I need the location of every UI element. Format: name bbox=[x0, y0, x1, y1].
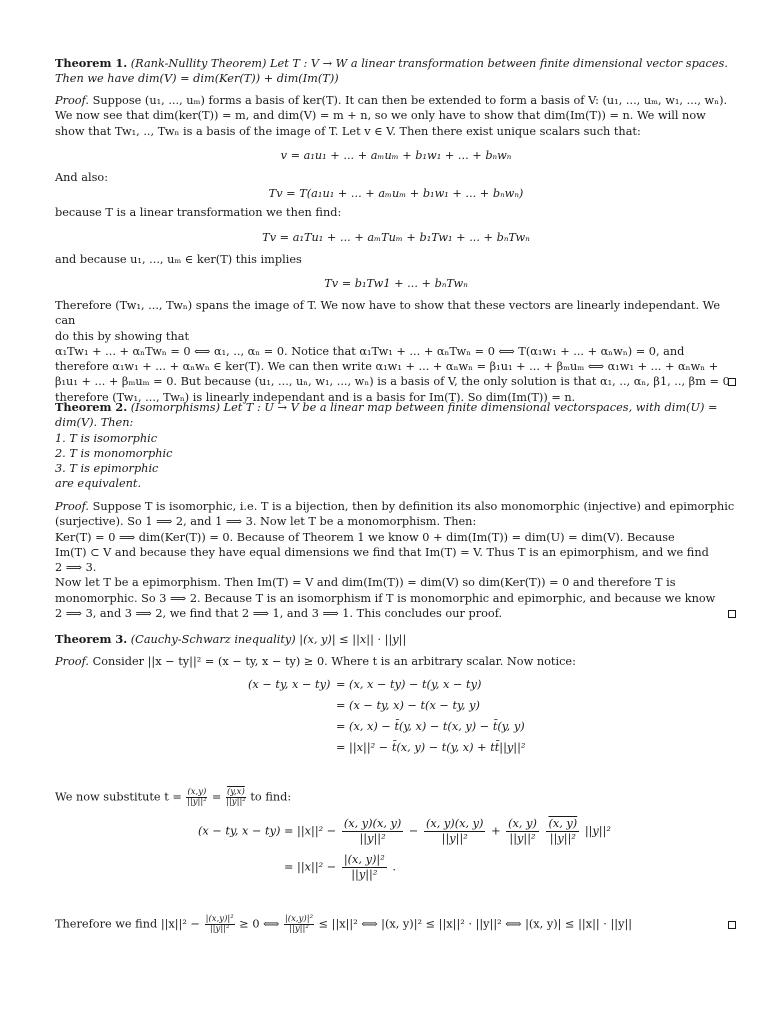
theorem-3-statement: (Cauchy-Schwarz inequality) |(x, y)| ≤ ||x|| · ||y|| bbox=[130, 633, 407, 646]
fraction bbox=[506, 817, 539, 846]
proof-1-para-1 bbox=[55, 93, 737, 139]
proof-1-para-2 bbox=[55, 298, 737, 405]
substitution-line bbox=[55, 788, 291, 807]
theorem-3 bbox=[55, 632, 737, 647]
equation-tv-3: Tv = b₁Tw1 + ... + bₙTwₙ bbox=[324, 277, 468, 290]
align-line: = (x, x) − t̄(y, x) − t(x, y) − t̄(y, y) bbox=[336, 720, 525, 733]
theorem-1-statement-2: Then we have dim(V) = dim(Ker(T)) + dim(Im(T)) bbox=[55, 72, 339, 86]
numerator: |(x,y)|² bbox=[205, 914, 234, 924]
text: = ||x||² − bbox=[284, 860, 337, 874]
proof-2-line: monomorphic. So 3 ⟹ 2. Because T is an isomorphism if T is monomorphic and epimorphic, and because we know bbox=[55, 591, 716, 605]
denominator: ||y||² bbox=[226, 797, 246, 807]
fraction bbox=[284, 915, 314, 934]
numerator: (x, y) bbox=[508, 817, 537, 830]
text: ||y||² bbox=[584, 824, 611, 838]
numerator: (y,x) bbox=[226, 787, 245, 797]
theorem-2-closing: are equivalent. bbox=[55, 477, 142, 491]
final-line bbox=[55, 915, 632, 934]
text: + bbox=[491, 824, 501, 838]
proof-2-line: Ker(T) = 0 ⟹ dim(Ker(T)) = 0. Because of Theorem 1 we know 0 + dim(Im(T)) = dim(U) = dim(V). Because bbox=[55, 530, 675, 544]
proof-2-line: Im(T) ⊂ V and because they have equal dimensions we find that Im(T) = V. Thus T is an epimorphism, and we find bbox=[55, 545, 709, 559]
equation-tv-2: Tv = a₁Tu₁ + ... + aₘTuₘ + b₁Tw₁ + ... + bₙTwₙ bbox=[262, 231, 530, 244]
numerator: (x,y) bbox=[187, 787, 207, 797]
fraction bbox=[546, 817, 579, 846]
fraction bbox=[342, 817, 404, 846]
theorem-1 bbox=[55, 56, 737, 87]
theorem-1-label: Theorem 1. bbox=[55, 56, 128, 70]
denominator: ||y||² bbox=[209, 924, 230, 934]
numerator: (x, y) bbox=[548, 817, 578, 830]
qed-square-icon bbox=[728, 378, 736, 386]
big-equation-line-1 bbox=[198, 817, 611, 846]
align-line: = (x, x − ty) − t(y, x − ty) bbox=[336, 678, 482, 691]
theorem-2-item: 2. T is monomorphic bbox=[55, 446, 173, 460]
theorem-2-statement: (Isomorphisms) Let T : U → V be a linear map between finite dimensional vectorspaces, with dim(U) = bbox=[130, 401, 718, 414]
proof-1-line: therefore (Tw₁, ..., Twₙ) is linearly independant and is a basis for Im(T). So dim(Im(T)) = n. bbox=[55, 390, 576, 404]
qed-square-icon bbox=[728, 610, 736, 618]
text: . bbox=[392, 860, 396, 874]
text: − bbox=[408, 824, 419, 838]
align-line: = (x − ty, x) − t(x − ty, y) bbox=[336, 699, 480, 712]
text: (x − ty, x − ty) = ||x||² − bbox=[198, 824, 337, 838]
numerator: |(x, y)|² bbox=[343, 853, 385, 866]
text: to find: bbox=[250, 790, 292, 804]
numerator: (x, y)(x, y) bbox=[343, 817, 402, 830]
fraction bbox=[205, 915, 235, 934]
proof-1-line: β₁u₁ + ... + βₘuₘ = 0. But because (u₁, ..., uₙ, w₁, ..., wₙ) is a basis of V, the only solution is that α₁, .., αₙ, β1, .., βm = 0 bbox=[55, 375, 730, 389]
proof-1-line: therefore α₁w₁ + ... + αₙwₙ ∈ ker(T). We can then write α₁w₁ + ... + αₙwₙ = β₁u₁ + ... + βₘuₘ ⟺ α₁w₁ + ... + αₙwₙ + bbox=[55, 360, 719, 374]
proof-2 bbox=[55, 499, 737, 621]
fraction bbox=[226, 788, 246, 807]
proof-1-line: do this by showing that bbox=[55, 329, 189, 343]
numerator: |(x,y)|² bbox=[284, 914, 313, 924]
proof-3-intro bbox=[55, 654, 737, 669]
proof-1-line: We now see that dim(ker(T)) = m, and dim(V) = m + n, so we only have to show that dim(Im(T)) = n. We will now bbox=[55, 109, 706, 123]
theorem-2-statement-2: dim(V). Then: bbox=[55, 416, 134, 430]
denominator: ||y||² bbox=[549, 832, 576, 845]
denominator: ||y||² bbox=[509, 832, 536, 845]
denominator: ||y||² bbox=[359, 832, 386, 845]
denominator: ||y||² bbox=[289, 924, 309, 934]
text-because-linear: because T is a linear transformation we then find: bbox=[55, 206, 342, 219]
proof-2-line: (surjective). So 1 ⟹ 2, and 1 ⟹ 3. Now let T be a monomorphism. Then: bbox=[55, 515, 477, 529]
proof-3-line: Consider ||x − ty||² = (x − ty, x − ty) ≥ 0. Where t is an arbitrary scalar. Now notice: bbox=[92, 655, 576, 668]
text: = bbox=[211, 790, 222, 804]
theorem-2 bbox=[55, 400, 737, 492]
text: ≥ 0 ⟺ bbox=[239, 917, 280, 931]
denominator: ||y||² bbox=[351, 868, 378, 881]
theorem-2-item: 1. T is isomorphic bbox=[55, 431, 158, 445]
proof-2-line: Now let T be a epimorphism. Then Im(T) = V and dim(Im(T)) = dim(V) so dim(Ker(T)) = 0 and therefore T is bbox=[55, 576, 676, 590]
proof-1-line: Suppose (u₁, ..., uₘ) forms a basis of ker(T). It can then be extended to form a basis of V: (u₁, ..., uₘ, w₁, ..., wₙ). bbox=[92, 94, 728, 107]
denominator: ||y||² bbox=[441, 832, 468, 845]
numerator: (x, y)(x, y) bbox=[425, 817, 484, 830]
align-line: = ||x||² − t̄(x, y) − t(y, x) + tt̄||y||² bbox=[336, 741, 526, 754]
denominator: ||y||² bbox=[187, 797, 207, 807]
text: Therefore we find ||x||² − bbox=[55, 917, 201, 931]
theorem-1-statement: (Rank-Nullity Theorem) Let T : V → W a linear transformation between finite dimensional vector spaces. bbox=[130, 57, 728, 70]
proof-1-line: Therefore (Tw₁, ..., Twₙ) spans the image of T. We now have to show that these vectors are linearly independant. We can bbox=[55, 299, 720, 328]
text-and-also: And also: bbox=[55, 171, 109, 184]
fraction bbox=[342, 853, 387, 882]
proof-1-label: Proof. bbox=[55, 94, 89, 107]
theorem-2-item: 3. T is epimorphic bbox=[55, 462, 159, 476]
big-equation-line-2 bbox=[284, 853, 396, 882]
proof-2-label: Proof. bbox=[55, 500, 89, 513]
proof-2-line: 2 ⟹ 3, and 3 ⟹ 2, we find that 2 ⟹ 1, and 3 ⟹ 1. This concludes our proof. bbox=[55, 607, 503, 621]
theorem-3-label: Theorem 3. bbox=[55, 632, 128, 646]
proof-1-line: show that Tw₁, .., Twₙ is a basis of the image of T. Let v ∈ V. Then there exist unique scalars such that: bbox=[55, 124, 641, 138]
theorem-2-label: Theorem 2. bbox=[55, 400, 128, 414]
fraction bbox=[424, 817, 486, 846]
align-lhs: (x − ty, x − ty) bbox=[248, 678, 331, 691]
proof-3-label: Proof. bbox=[55, 655, 89, 668]
text: ≤ ||x||² ⟺ |(x, y)|² ≤ ||x||² · ||y||² ⟺ |(x, y)| ≤ ||x|| · ||y|| bbox=[318, 917, 633, 931]
fraction bbox=[186, 788, 207, 807]
qed-square-icon bbox=[728, 921, 736, 929]
equation-v: v = a₁u₁ + ... + aₘuₘ + b₁w₁ + ... + bₙwₙ bbox=[280, 149, 512, 162]
proof-1-line: α₁Tw₁ + ... + αₙTwₙ = 0 ⟺ α₁, .., αₙ = 0. Notice that α₁Tw₁ + ... + αₙTwₙ = 0 ⟺ T(α₁w₁ + ... + αₙwₙ) = 0, and bbox=[55, 344, 685, 358]
text: We now substitute t = bbox=[55, 790, 182, 804]
proof-2-line: 2 ⟹ 3. bbox=[55, 561, 97, 575]
proof-2-line: Suppose T is isomorphic, i.e. T is a bijection, then by definition its also monomorphic (injective) and epimorphic bbox=[92, 500, 735, 513]
equation-tv-1: Tv = T(a₁u₁ + ... + aₘuₘ + b₁w₁ + ... + bₙwₙ) bbox=[268, 187, 524, 200]
text-because-kernel: and because u₁, ..., uₘ ∈ ker(T) this implies bbox=[55, 253, 302, 266]
